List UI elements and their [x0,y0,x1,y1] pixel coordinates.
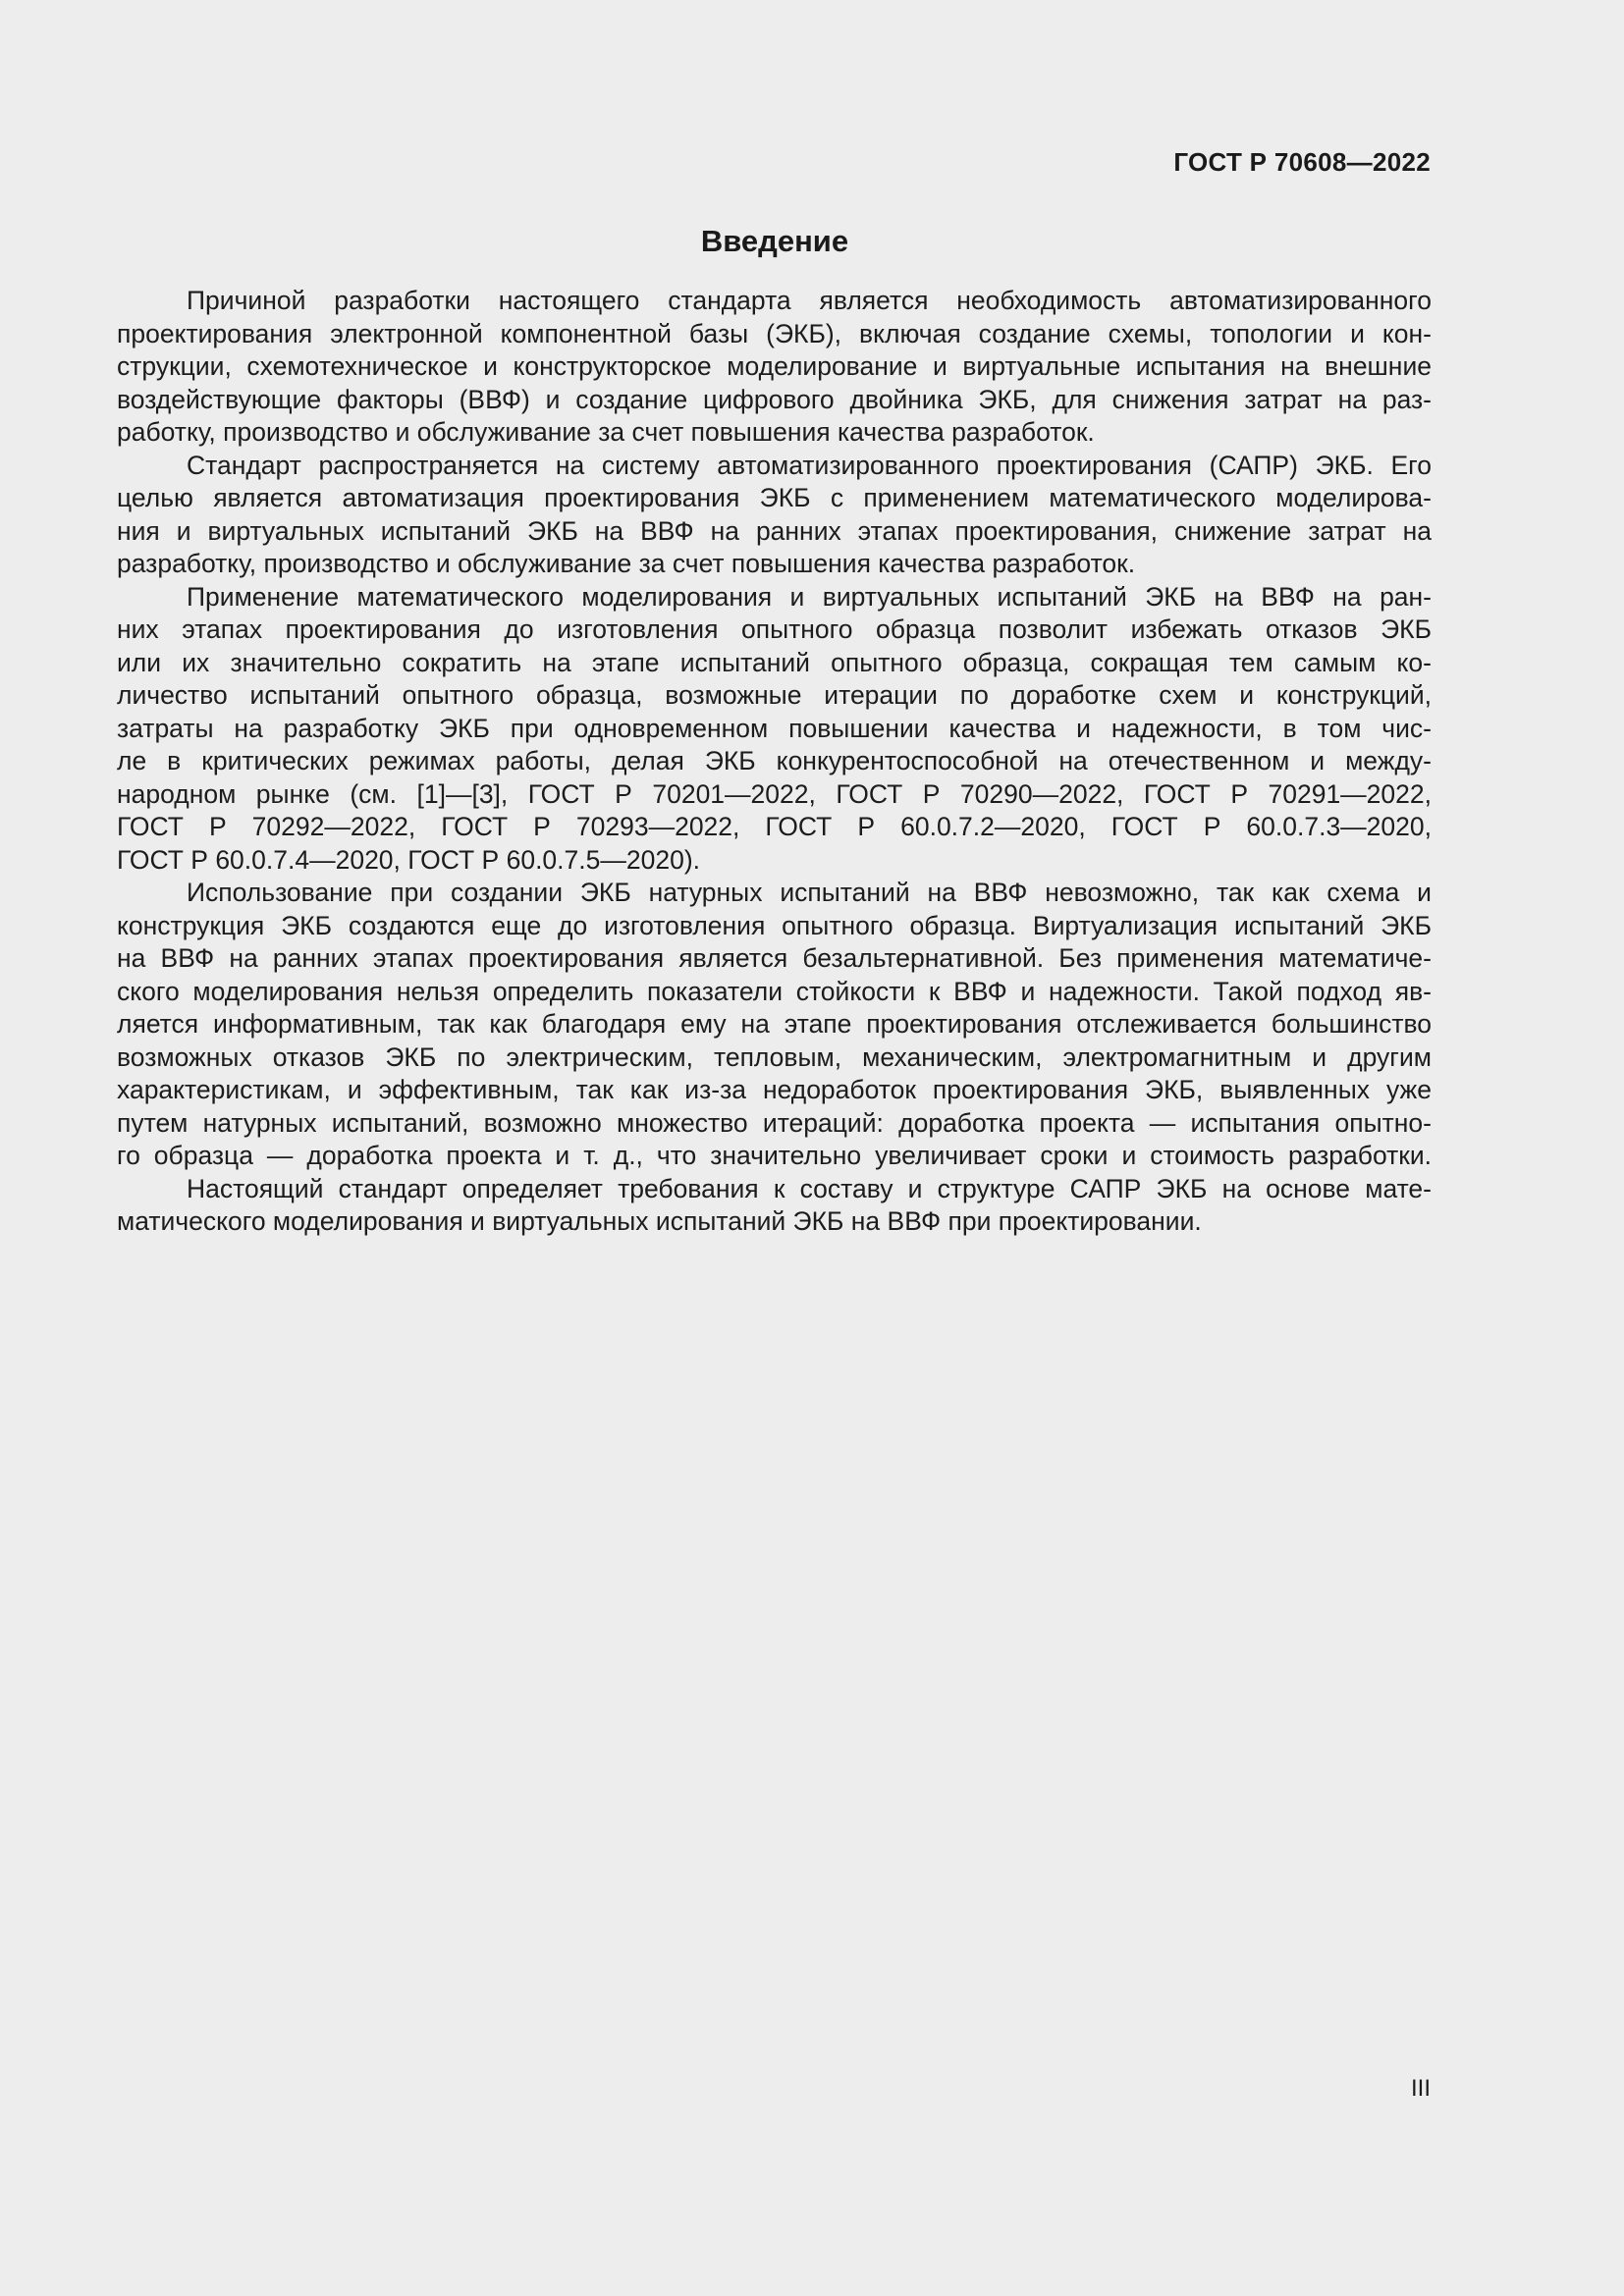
text-line: на ВВФ на ранних этапах проектирования является безальтернативной. Без применения математиче- [117,943,1432,973]
text-line: Использование при создании ЭКБ натурных испытаний на ВВФ невозможно, так как схема и [187,878,1432,907]
text-line: ния и виртуальных испытаний ЭКБ на ВВФ на ранних этапах проектирования, снижение затрат на [117,515,1432,546]
text-line: них этапах проектирования до изготовления опытного образца позволит избежать отказов ЭКБ [117,614,1432,644]
text-line: разработку, производство и обслуживание за счет повышения качества разработок. [117,549,1136,578]
paragraph-5 [117,1173,1432,1239]
paragraph-3 [117,581,1432,878]
text-line: ле в критических режимах работы, делая ЭКБ конкурентоспособной на отечественном и между- [117,746,1432,775]
text-line: ГОСТ Р 70292—2022, ГОСТ Р 70293—2022, ГОСТ Р 60.0.7.2—2020, ГОСТ Р 60.0.7.3—2020, [117,812,1432,841]
text-line: ляется информативным, так как благодаря ему на этапе проектирования отслеживается большинство [117,1009,1432,1039]
page-number: III [1410,2075,1431,2102]
text-line: целью является автоматизация проектирования ЭКБ с применением математического моделирова- [117,483,1432,512]
text-line: работку, производство и обслуживание за счет повышения качества разработок. [117,417,1095,447]
text-line: ГОСТ Р 60.0.7.4—2020, ГОСТ Р 60.0.7.5—2020). [117,844,701,875]
text-line: затраты на разработку ЭКБ при одновременном повышении качества и надежности, в том чис- [117,713,1432,743]
text-line: народном рынке (см. [1]—[3], ГОСТ Р 70201—2022, ГОСТ Р 70290—2022, ГОСТ Р 70291—2022, [117,778,1432,809]
paragraph-2 [117,450,1432,581]
text-line: возможных отказов ЭКБ по электрическим, тепловым, механическим, электромагнитным и другим [117,1041,1432,1072]
text-line: Настоящий стандарт определяет требования к составу и структуре САПР ЭКБ на основе мате- [187,1173,1432,1203]
text-line: личество испытаний опытного образца, возможные итерации по доработке схем и конструкций, [117,680,1432,710]
text-line: матического моделирования и виртуальных испытаний ЭКБ на ВВФ при проектировании. [117,1206,1202,1236]
document-body [117,285,1432,1239]
text-line: конструкция ЭКБ создаются еще до изготовления опытного образца. Виртуализация испытаний ЭКБ [117,910,1432,940]
text-line: или их значительно сократить на этапе испытаний опытного образца, сокращая тем самым ко- [117,647,1432,677]
paragraph-1 [117,285,1432,450]
text-line: Применение математического моделирования и виртуальных испытаний ЭКБ на ВВФ на ран- [187,581,1432,612]
section-title: Введение [700,224,849,258]
text-line: Причиной разработки настоящего стандарта является необходимость автоматизированного [187,286,1432,315]
paragraph-4 [117,877,1432,1173]
text-line: струкции, схемотехническое и конструкторское моделирование и виртуальные испытания на внешние [117,351,1432,381]
text-line: Стандарт распространяется на систему автоматизированного проектирования (САПР) ЭКБ. Его [187,450,1432,480]
text-line: путем натурных испытаний, возможно множество итераций: доработка проекта — испытания опытно- [117,1107,1432,1138]
document-code-header: ГОСТ Р 70608—2022 [1173,147,1431,177]
text-line: характеристикам, и эффективным, так как из-за недоработок проектирования ЭКБ, выявленных уже [117,1075,1432,1104]
text-line: ского моделирования нельзя определить показатели стойкости к ВВФ и надежности. Такой подход яв- [117,976,1432,1006]
text-line: го образца — доработка проекта и т. д., что значительно увеличивает сроки и стоимость разработки. [117,1141,1432,1170]
text-line: проектирования электронной компонентной базы (ЭКБ), включая создание схемы, топологии и кон- [117,318,1432,348]
text-line: воздействующие факторы (ВВФ) и создание цифрового двойника ЭКБ, для снижения затрат на раз- [117,384,1432,414]
